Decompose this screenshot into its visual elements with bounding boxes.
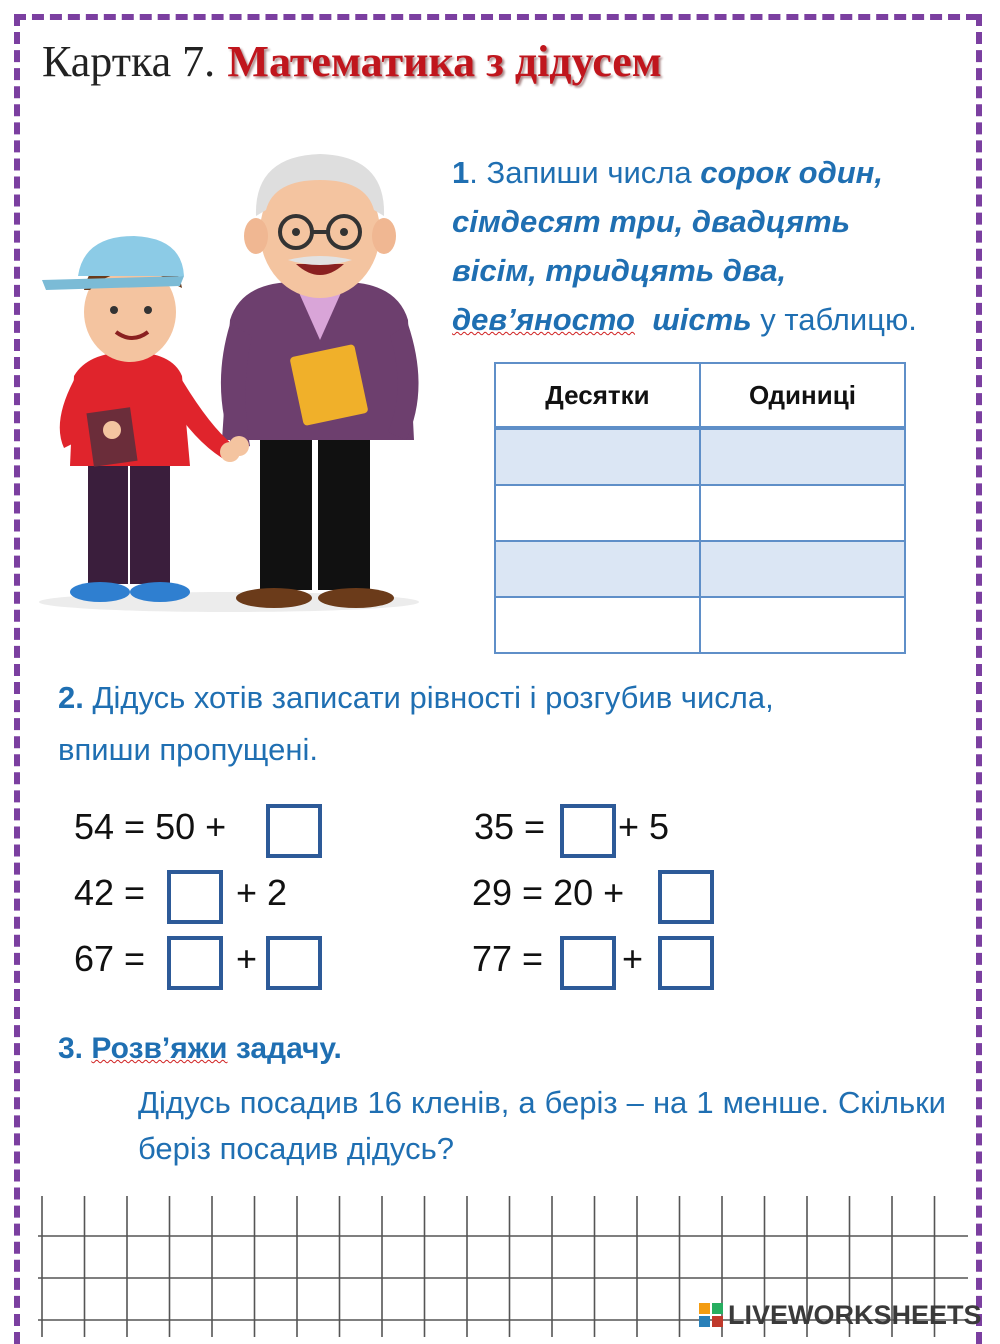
liveworksheets-logo-icon — [698, 1302, 724, 1328]
answer-box[interactable] — [266, 936, 322, 990]
table-cell-ones-4[interactable] — [700, 597, 905, 653]
grandfather-figure — [221, 154, 419, 608]
equation-67-left: 67 = — [74, 938, 146, 979]
table-cell-tens-3[interactable] — [495, 541, 700, 597]
task3-heading — [58, 1032, 342, 1066]
answer-box[interactable] — [167, 870, 223, 924]
task1-number: 1 — [452, 155, 470, 190]
task1-number-words-4a: дев’яносто — [452, 302, 635, 337]
equation-67-plus: + — [236, 938, 258, 979]
equation-42-right: + 2 — [236, 872, 288, 913]
grandfather-and-boy-illustration — [34, 140, 424, 620]
table-cell-ones-1[interactable] — [700, 428, 905, 485]
table-cell-tens-2[interactable] — [495, 485, 700, 541]
answer-box[interactable] — [658, 936, 714, 990]
table-cell-ones-2[interactable] — [700, 485, 905, 541]
task1-text — [452, 148, 972, 344]
tens-ones-table — [494, 362, 906, 654]
task1-number-words-3: вісім, тридцять два, — [452, 253, 787, 288]
answer-box[interactable] — [266, 804, 322, 858]
task3-problem: Дідусь посадив 16 кленів, а беріз – на 1 менше. Скільки беріз посадив дідусь? — [138, 1085, 946, 1166]
equation-29: 29 = 20 + — [472, 872, 625, 913]
table-cell-tens-4[interactable] — [495, 597, 700, 653]
answer-box[interactable] — [560, 936, 616, 990]
task2-line1: Дідусь хотів записати рівності і розгубив числа, — [83, 680, 774, 715]
equation-42-left: 42 = — [74, 872, 146, 913]
table-cell-tens-1[interactable] — [495, 428, 700, 485]
answer-box[interactable] — [167, 936, 223, 990]
equation-77-left: 77 = — [472, 938, 544, 979]
task3-number: 3. — [58, 1032, 84, 1065]
task3-heading-word1: Розв’яжи — [91, 1032, 228, 1065]
card-heading: Математика з дідусем — [227, 37, 662, 86]
answer-box[interactable] — [560, 804, 616, 858]
table-cell-ones-3[interactable] — [700, 541, 905, 597]
equation-35-right: + 5 — [618, 806, 670, 847]
equation-77-plus: + — [622, 938, 644, 979]
task2-text — [58, 672, 948, 776]
tens-column-header: Десятки — [495, 363, 700, 428]
equation-35-left: 35 = — [474, 806, 546, 847]
task1-number-words-2: сімдесят три, двадцять — [452, 204, 851, 239]
task1-number-words-4b: шість — [652, 302, 752, 337]
dashed-frame-left — [14, 14, 20, 1344]
dashed-frame-right — [976, 14, 982, 1344]
task3-heading-word2: задачу. — [235, 1032, 342, 1065]
ones-column-header: Одиниці — [700, 363, 905, 428]
task2-line2: впиши пропущені. — [58, 732, 318, 767]
watermark-text: LIVEWORKSHEETS — [728, 1300, 982, 1330]
answer-box[interactable] — [658, 870, 714, 924]
dashed-frame-top — [14, 14, 978, 20]
task1-intro: . Запиши числа — [469, 155, 701, 190]
boy-figure — [42, 236, 240, 602]
task2-number: 2. — [58, 680, 84, 715]
card-title — [42, 36, 662, 87]
card-number: Картка 7. — [42, 37, 216, 86]
task1-outro: у таблицю. — [751, 302, 917, 337]
task1-number-words-1: сорок один, — [700, 155, 884, 190]
equation-54: 54 = 50 + — [74, 806, 227, 847]
